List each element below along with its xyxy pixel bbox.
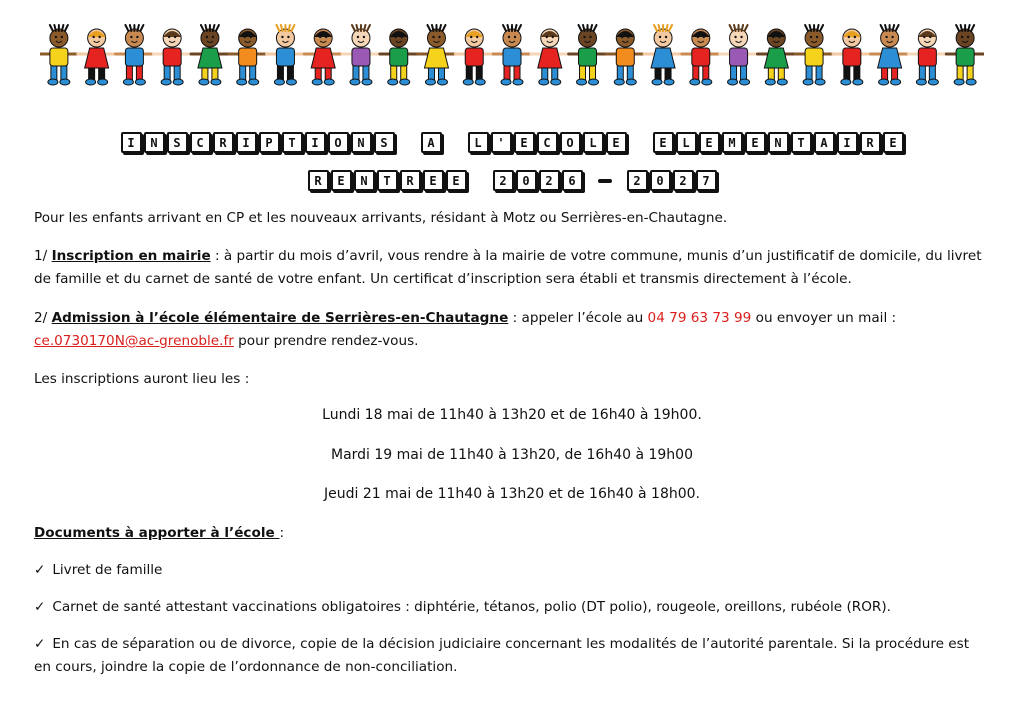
title-letter-box: I <box>121 132 142 153</box>
documents-heading-label: Documents à apporter à l’école <box>34 525 280 541</box>
child-figure <box>342 25 380 85</box>
checkmark-icon: ✓ <box>34 562 46 578</box>
title-letter-box: P <box>259 132 280 153</box>
child-figure <box>116 25 154 85</box>
document-item-text: Carnet de santé attestant vaccinations obligatoires : diphtérie, tétanos, polio (DT polio), rougeole, oreillons, rubéole (ROR). <box>52 599 891 615</box>
title-letter-box: L <box>583 132 604 153</box>
title-letter-box: N <box>354 170 375 191</box>
child-figure <box>229 29 267 85</box>
title-word <box>420 132 443 153</box>
title-letter-box: L <box>468 132 489 153</box>
title-letter-box: E <box>745 132 766 153</box>
document-item <box>34 559 986 582</box>
title-letter-box: T <box>377 170 398 191</box>
child-figure <box>418 25 456 85</box>
date-line: Lundi 18 mai de 11h40 à 13h20 et de 16h40 à 19h00. <box>322 407 702 423</box>
checkmark-icon: ✓ <box>34 636 46 652</box>
dates-intro: Les inscriptions auront lieu les : <box>34 371 250 387</box>
title-letter-box: 0 <box>516 170 537 191</box>
step-1-number: 1/ <box>34 248 52 264</box>
date-line: Jeudi 21 mai de 11h40 à 13h20 et de 16h40 à 18h00. <box>324 486 700 502</box>
title-letter-box: T <box>282 132 303 153</box>
title-letter-box: E <box>883 132 904 153</box>
child-figure <box>380 29 418 85</box>
children-holding-hands-banner <box>40 24 984 88</box>
step-2-text-b: ou envoyer un mail : <box>751 310 897 326</box>
documents-heading-colon: : <box>279 525 285 541</box>
child-figure <box>40 25 78 85</box>
title-letter-box: M <box>722 132 743 153</box>
child-figure <box>871 25 909 85</box>
step-1-text: : à partir du mois d’avril, vous rendre à la mairie de votre commune, munis d’un justificatif de domicile, du livret de famille et du carnet de santé de votre enfant. Un certificat d’inscription sera établi et transmis directement à l’école. <box>34 248 982 287</box>
title-line-2 <box>0 170 1024 191</box>
title-letter-box: S <box>374 132 395 153</box>
child-figure <box>720 25 758 85</box>
title-letter-box: R <box>308 170 329 191</box>
step-2-label: Admission à l’école élémentaire de Serrières-en-Chautagne <box>51 310 509 326</box>
child-figure <box>833 29 871 85</box>
child-figure <box>191 25 229 85</box>
child-figure <box>153 29 191 85</box>
title-letter-box: R <box>213 132 234 153</box>
child-figure <box>682 29 720 85</box>
title-word <box>652 132 905 153</box>
step-1-label: Inscription en mairie <box>51 248 211 264</box>
child-figure <box>644 25 682 85</box>
child-figure <box>455 29 493 85</box>
document-item-text: En cas de séparation ou de divorce, copie de la décision judiciaire concernant les modalités de l’autorité parentale. Si la procédure est en cours, joindre la copie de l’ordonnance de non-conciliation. <box>34 636 970 675</box>
child-figure <box>493 25 531 85</box>
checkmark-icon: ✓ <box>34 599 46 615</box>
title-letter-box: E <box>331 170 352 191</box>
title-letter-box: 7 <box>696 170 717 191</box>
title-letter-box: 0 <box>650 170 671 191</box>
document-item <box>34 633 986 679</box>
title-letter-box: E <box>606 132 627 153</box>
document-item <box>34 596 986 619</box>
title-word <box>467 132 628 153</box>
title-letter-box: I <box>305 132 326 153</box>
title-letter-box: S <box>167 132 188 153</box>
documents-heading <box>34 522 986 545</box>
title-word <box>307 170 468 191</box>
step-2-number: 2/ <box>34 310 52 326</box>
step-2-paragraph <box>34 307 986 353</box>
date-line: Mardi 19 mai de 11h40 à 13h20, de 16h40 à 19h00 <box>331 447 693 463</box>
child-figure <box>946 25 984 85</box>
title-letter-box: N <box>144 132 165 153</box>
title-letter-box: N <box>351 132 372 153</box>
intro-text: Pour les enfants arrivant en CP et les nouveaux arrivants, résidant à Motz ou Serrières-en-Chautagne. <box>34 210 728 226</box>
step-2-text-c: pour prendre rendez-vous. <box>233 333 419 349</box>
school-email-link[interactable]: ce.0730170N@ac-grenoble.fr <box>34 333 234 349</box>
child-figure <box>795 25 833 85</box>
child-figure <box>304 29 342 85</box>
title-letter-box: A <box>814 132 835 153</box>
title-word <box>492 170 584 191</box>
child-figure <box>757 29 795 85</box>
child-figure <box>908 29 946 85</box>
title-letter-box: 2 <box>539 170 560 191</box>
title-letter-box: 2 <box>493 170 514 191</box>
title-letter-box: O <box>560 132 581 153</box>
title-letter-box: A <box>421 132 442 153</box>
title-letter-box: 2 <box>673 170 694 191</box>
title-line-1 <box>0 132 1024 153</box>
title-letter-box: E <box>514 132 535 153</box>
title-letter-box: 6 <box>562 170 583 191</box>
title-letter-box: ' <box>491 132 512 153</box>
school-phone: 04 79 63 73 99 <box>647 310 752 326</box>
title-letter-box: O <box>328 132 349 153</box>
title-letter-box: C <box>537 132 558 153</box>
title-letter-box: L <box>676 132 697 153</box>
child-figure <box>78 29 116 85</box>
child-figure <box>531 29 569 85</box>
title-dash <box>598 179 612 183</box>
child-figure <box>267 25 305 85</box>
title-letter-box: 2 <box>627 170 648 191</box>
title-letter-box: R <box>400 170 421 191</box>
document-item-text: Livret de famille <box>52 562 163 578</box>
child-figure <box>606 29 644 85</box>
title-letter-box: R <box>860 132 881 153</box>
title-letter-box: E <box>699 132 720 153</box>
title-letter-box: I <box>837 132 858 153</box>
title-letter-box: I <box>236 132 257 153</box>
title-letter-box: E <box>423 170 444 191</box>
child-figure <box>569 25 607 85</box>
title-word <box>626 170 718 191</box>
step-2-text-a: : appeler l’école au <box>508 310 648 326</box>
title-letter-box: E <box>446 170 467 191</box>
title-letter-box: T <box>791 132 812 153</box>
title-letter-box: E <box>653 132 674 153</box>
title-word <box>120 132 396 153</box>
step-1-paragraph <box>34 245 986 291</box>
title-letter-box: C <box>190 132 211 153</box>
title-letter-box: N <box>768 132 789 153</box>
